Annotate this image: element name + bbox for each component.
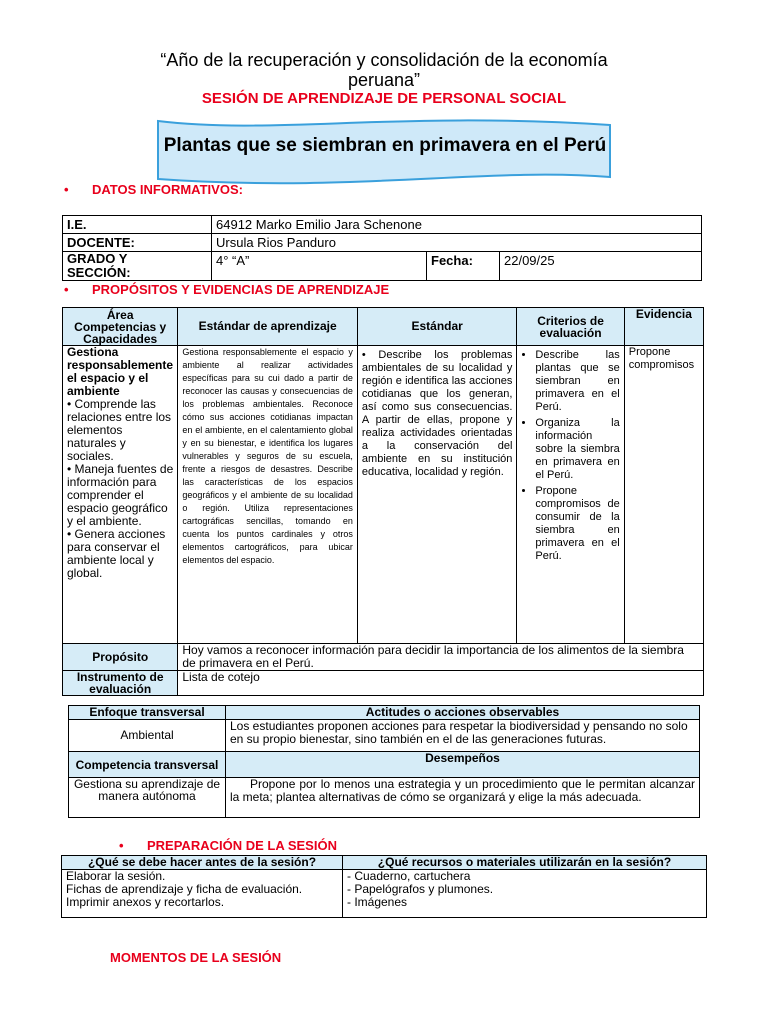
section-momentos: MOMENTOS DE LA SESIÓN	[110, 950, 282, 965]
section-label: PROPÓSITOS Y EVIDENCIAS DE APRENDIZAJE	[92, 282, 390, 297]
actitudes-text: Los estudiantes proponen acciones para respetar la biodiversidad y pensando no solo en su propio bienestar, sino también en el de las generaciones futuras.	[226, 720, 700, 752]
section-datos-informativos	[64, 182, 243, 197]
docente-label: DOCENTE:	[63, 234, 212, 252]
competencia-title: Gestiona responsablemente el espacio y el ambiente	[67, 345, 174, 398]
evidencia-text: Propone compromisos	[624, 346, 703, 644]
criterios-cell	[517, 346, 624, 644]
info-table	[62, 215, 702, 281]
recurso-item: - Papelógrafos y plumones.	[347, 882, 494, 896]
banner-title: Plantas que se siembran en primavera en el Perú	[163, 135, 607, 156]
section-propositos	[64, 282, 390, 297]
recurso-item: - Cuaderno, cartuchera	[347, 869, 471, 883]
section-label: PREPARACIÓN DE LA SESIÓN	[147, 838, 337, 853]
year-motto-line-1: “Año de la recuperación y consolidación de la economía	[160, 50, 608, 70]
header-antes: ¿Qué se debe hacer antes de la sesión?	[62, 856, 343, 870]
preparacion-table	[61, 855, 707, 918]
session-title: SESIÓN DE APRENDIZAJE DE PERSONAL SOCIAL	[201, 90, 567, 107]
recurso-item: - Imágenes	[347, 895, 408, 909]
grado-label	[63, 252, 212, 281]
instrumento-text: Lista de cotejo	[178, 671, 704, 696]
ie-value: 64912 Marko Emilio Jara Schenone	[212, 216, 702, 234]
year-motto-line-2: peruana”	[347, 70, 421, 90]
capacidad-item: • Comprende las relaciones entre los elementos naturales y sociales.	[67, 397, 172, 463]
antes-cell	[62, 870, 343, 918]
header-desempenos: Desempeños	[226, 752, 700, 778]
fecha-value: 22/09/25	[500, 252, 702, 281]
capacidad-item: • Genera acciones para conservar el ambiente local y global.	[67, 527, 166, 580]
header-recursos: ¿Qué recursos o materiales utilizarán en la sesión?	[343, 856, 707, 870]
estandar-text: • Describe los problemas ambientales de su localidad y región e identifica las acciones cotidianas que los generan, así como sus consecuencias. A partir de ellas, propone y realiza actividades orientadas a la conservación del ambiente en su institución educativa, localidad y región.	[357, 346, 516, 644]
ie-label: I.E.	[63, 216, 212, 234]
capacidad-item: • Maneja fuentes de información para comprender el espacio geográfico y el ambiente.	[67, 462, 174, 528]
competencia-transversal: Gestiona su aprendizaje de manera autónoma	[69, 778, 226, 818]
criterio-item: • Describe las plantas que se siembran en primavera en el Perú.	[535, 349, 619, 414]
recursos-cell	[343, 870, 707, 918]
antes-item: Imprimir anexos y recortarlos.	[66, 895, 225, 909]
bullet-dot: •	[64, 282, 69, 297]
desempenos-text: Propone por lo menos una estrategia y un procedimiento que le permitan alcanzar la meta; plantea alternativas de cómo se organizará y elige la más adecuada.	[226, 778, 700, 818]
estandar-aprendizaje-text: Gestiona responsablemente el espacio y ambiente al realizar actividades específicas para su cui dado a partir de reconocer las causas y consecuencias de los problemas ambientales. Reconoce cómo sus acciones cotidianas impactan en el ambiente, en el calentamiento global y en su bienestar, e identifica los lugares vulnerables y seguros de su escuela, frente a riesgos de desastres. Describe las características de los espacios geográficos y el ambiente de su localidad o región. Utiliza representaciones cartográficas sencillas, tomando en cuenta los puntos cardinales y otros elementos cartográficos, para ubicar elementos del espacio.	[178, 346, 358, 644]
header-competencia-transversal: Competencia transversal	[69, 752, 226, 778]
criterio-item: • Propone compromisos de consumir de la siembra en primavera en el Perú.	[535, 485, 619, 563]
header-area: Área Competencias y Capacidades	[63, 308, 178, 346]
section-label: DATOS INFORMATIVOS:	[92, 182, 243, 197]
grado-value: 4° “A”	[212, 252, 427, 281]
section-preparacion	[119, 838, 337, 853]
bullet-dot: •	[119, 838, 124, 853]
header-estandar-aprendizaje: Estándar de aprendizaje	[178, 308, 358, 346]
competencia-cell	[63, 346, 178, 644]
header-enfoque: Enfoque transversal	[69, 706, 226, 720]
bullet-dot: •	[64, 182, 69, 197]
enfoque-value: Ambiental	[69, 720, 226, 752]
antes-item: Fichas de aprendizaje y ficha de evaluación.	[66, 882, 303, 896]
grado-label-2: SECCIÓN:	[67, 265, 131, 280]
docente-value: Ursula Rios Panduro	[212, 234, 702, 252]
proposito-label: Propósito	[63, 644, 178, 671]
header-estandar: Estándar	[357, 308, 516, 346]
fecha-label: Fecha:	[427, 252, 500, 281]
grado-label-1: GRADO Y	[67, 251, 128, 266]
year-motto	[0, 50, 768, 90]
propositos-table	[62, 307, 704, 696]
header-criterios: Criterios de evaluación	[517, 308, 624, 346]
criterio-item: • Organiza la información sobre la siembra en primavera en el Perú.	[535, 417, 619, 482]
enfoque-table	[68, 705, 700, 818]
header-evidencia: Evidencia	[624, 308, 703, 346]
antes-item: Elaborar la sesión.	[66, 869, 166, 883]
instrumento-label: Instrumento de evaluación	[63, 671, 178, 696]
proposito-text: Hoy vamos a reconocer información para decidir la importancia de los alimentos de la siembra de primavera en el Perú.	[178, 644, 704, 671]
header-actitudes: Actitudes o acciones observables	[226, 706, 700, 720]
